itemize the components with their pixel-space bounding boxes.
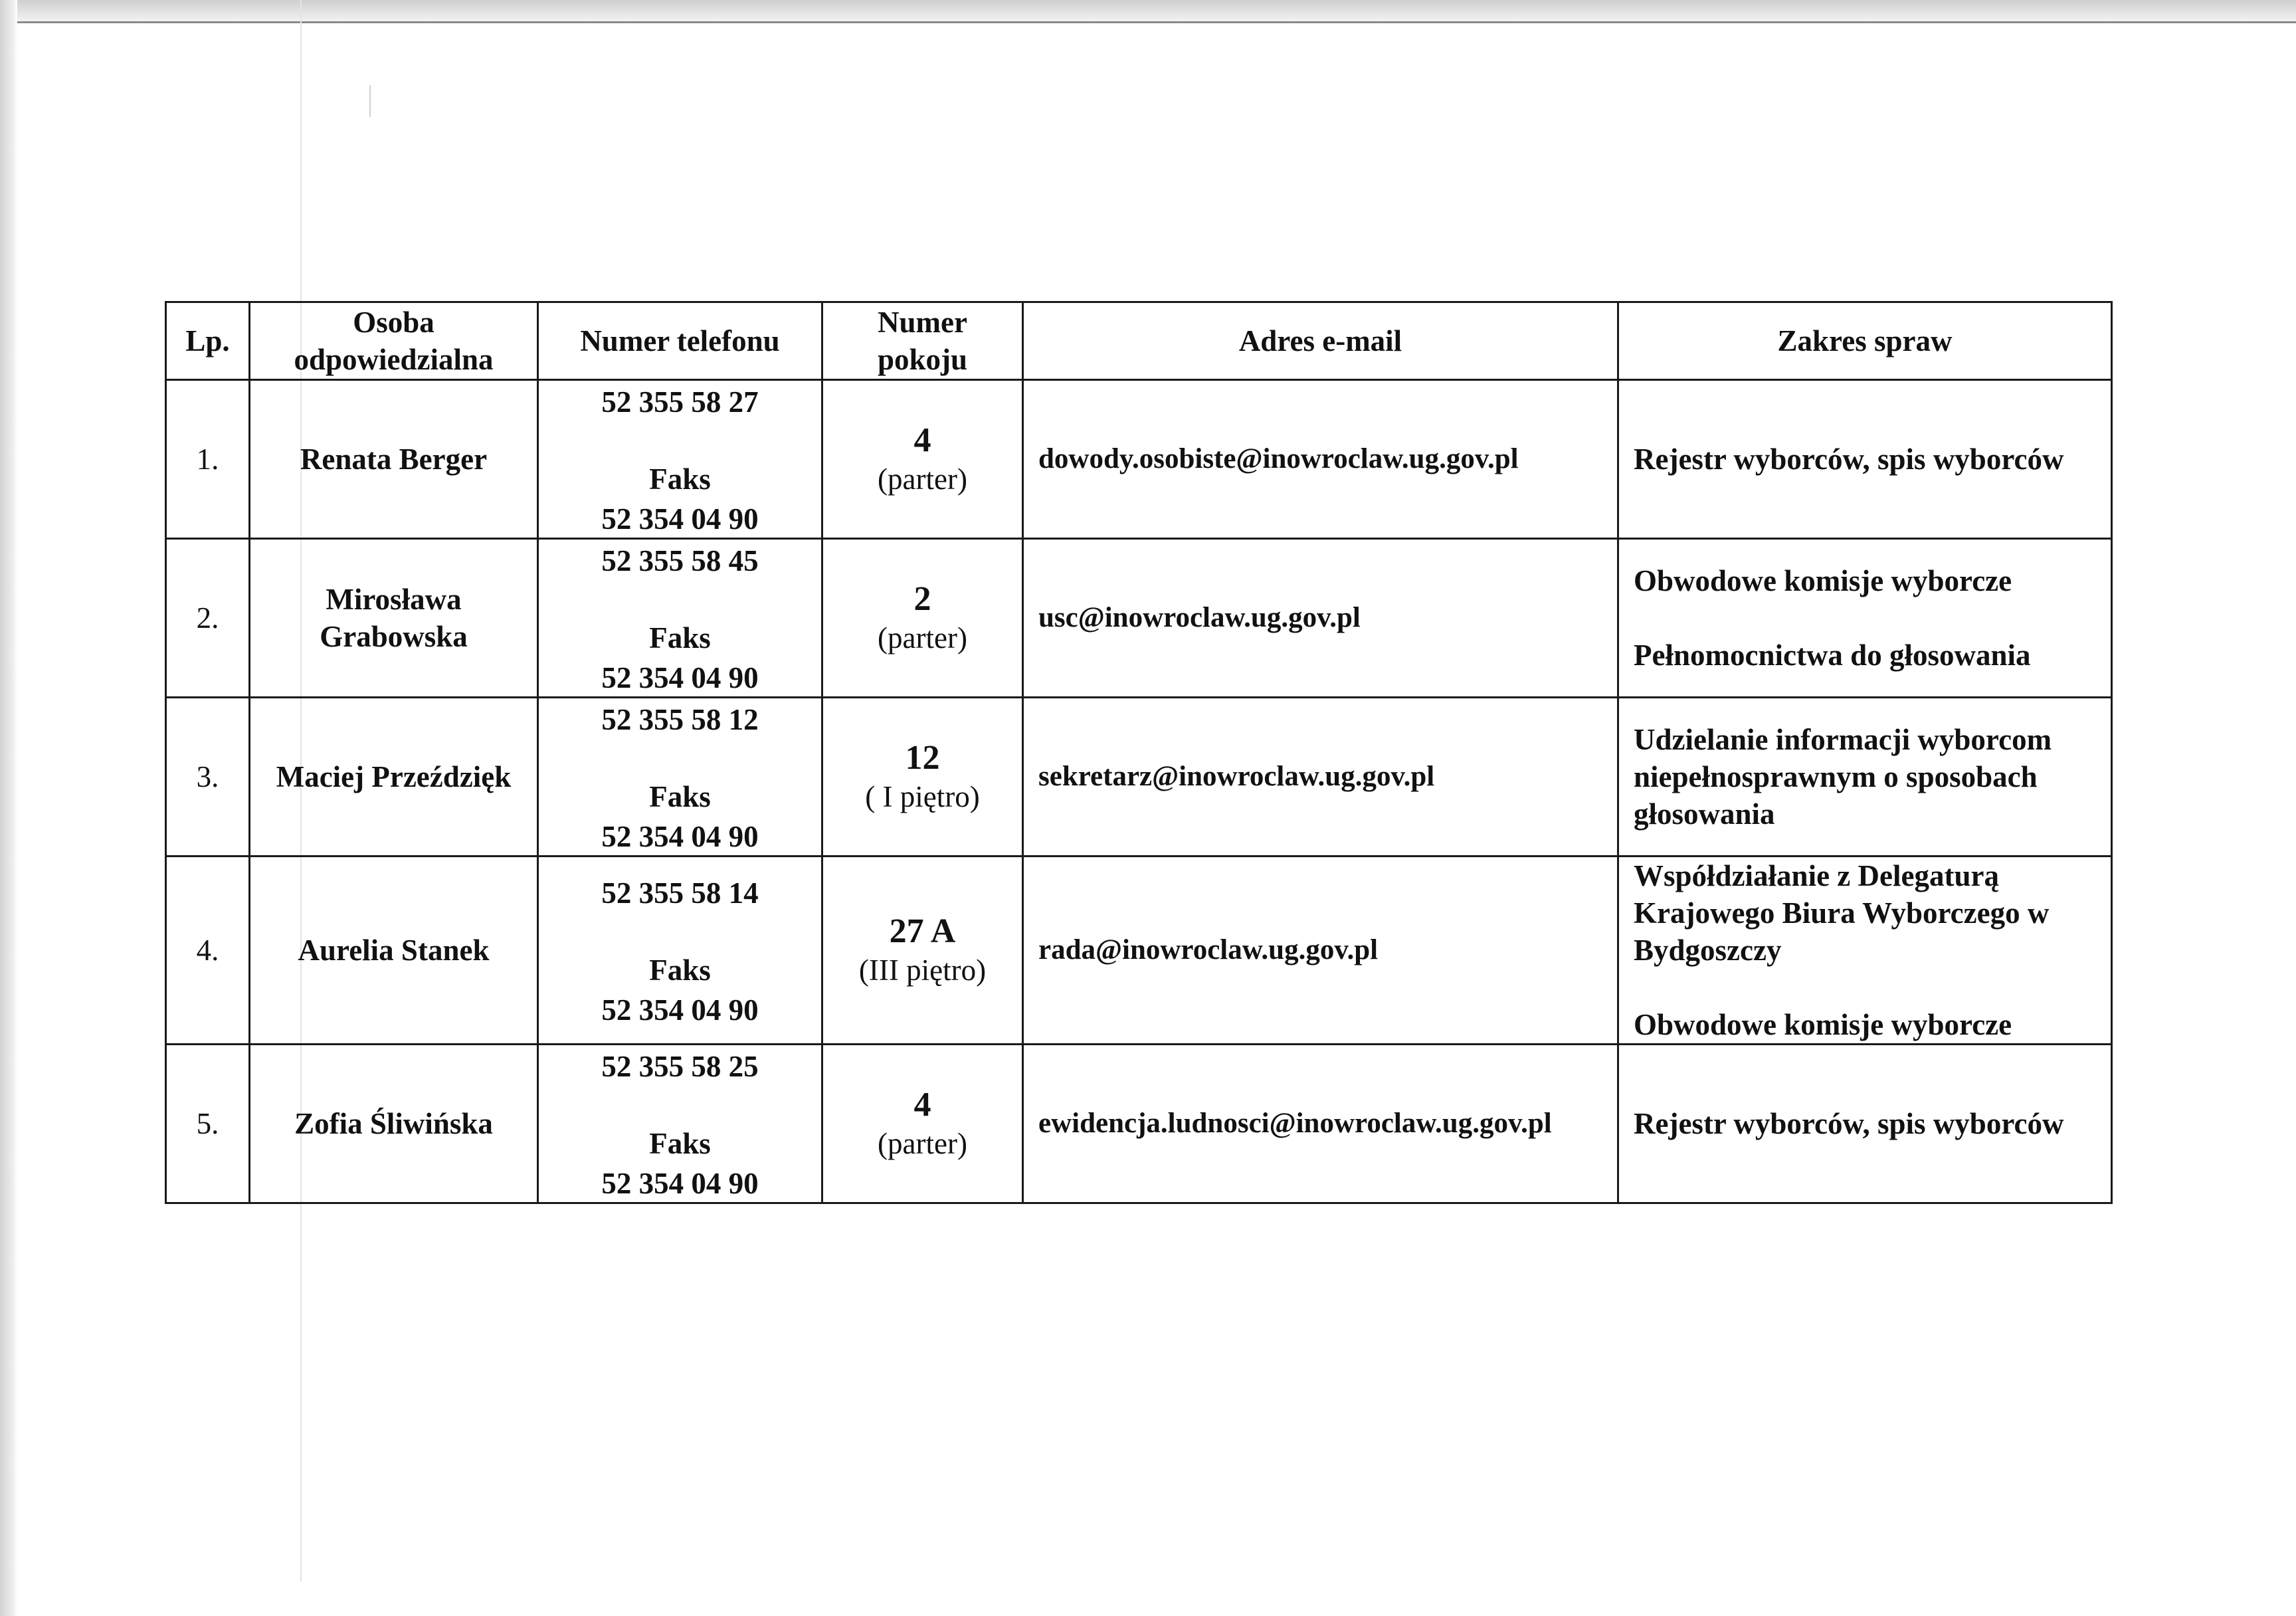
header-room-line2: pokoju — [877, 343, 968, 376]
email-address: usc@inowroclaw.ug.gov.pl — [1023, 539, 1618, 698]
scope-text: Udzielanie informacji wyborcom niepełnosprawnym o sposobach głosowania — [1634, 723, 2052, 831]
scope-text: Obwodowe komisje wyborcze — [1634, 564, 2012, 597]
scope-text: Współdziałanie z Delegaturą Krajowego Biura Wyborczego w Bydgoszczy — [1634, 859, 2050, 967]
room-number: 27 A — [889, 912, 956, 950]
room-floor: (parter) — [878, 462, 967, 496]
room-cell — [822, 698, 1023, 857]
person-name: Maciej Przeździęk — [250, 698, 538, 857]
row-number: 2. — [166, 539, 250, 698]
phone-number: 52 355 58 12 — [601, 703, 759, 736]
phone-cell — [538, 857, 822, 1045]
fax-label: Faks — [649, 780, 711, 813]
email-address: ewidencja.ludnosci@inowroclaw.ug.gov.pl — [1023, 1045, 1618, 1203]
table-row — [166, 857, 2112, 1045]
scope-cell — [1618, 380, 2112, 539]
fax-number: 52 354 04 90 — [601, 661, 759, 694]
room-floor: ( I piętro) — [865, 780, 980, 813]
row-number: 5. — [166, 1045, 250, 1203]
scope-text: Rejestr wyborców, spis wyborców — [1634, 1107, 2064, 1140]
contacts-table — [165, 301, 2113, 1204]
room-cell — [822, 857, 1023, 1045]
row-number: 4. — [166, 857, 250, 1045]
fax-number: 52 354 04 90 — [601, 1167, 759, 1200]
header-person-line2: odpowiedzialna — [294, 343, 494, 376]
room-cell — [822, 380, 1023, 539]
phone-number: 52 355 58 27 — [601, 385, 759, 419]
email-address: dowody.osobiste@inowroclaw.ug.gov.pl — [1023, 380, 1618, 539]
fax-number: 52 354 04 90 — [601, 820, 759, 853]
scan-mark — [369, 85, 371, 117]
phone-cell — [538, 539, 822, 698]
fax-label: Faks — [649, 621, 711, 655]
scan-edge-top — [0, 0, 2296, 23]
phone-number: 52 355 58 14 — [601, 876, 759, 910]
header-room — [822, 302, 1023, 380]
table-row — [166, 380, 2112, 539]
scope-text-secondary: Obwodowe komisje wyborcze — [1634, 1008, 2012, 1041]
scope-text: Rejestr wyborców, spis wyborców — [1634, 443, 2064, 476]
scan-edge-left — [0, 0, 17, 1616]
scan-edge-line — [0, 21, 2296, 23]
header-email: Adres e-mail — [1023, 302, 1618, 380]
scope-cell — [1618, 539, 2112, 698]
table-row — [166, 1045, 2112, 1203]
scope-cell — [1618, 698, 2112, 857]
phone-cell — [538, 380, 822, 539]
header-scope: Zakres spraw — [1618, 302, 2112, 380]
header-phone: Numer telefonu — [538, 302, 822, 380]
table-row — [166, 539, 2112, 698]
phone-number: 52 355 58 45 — [601, 544, 759, 577]
phone-cell — [538, 698, 822, 857]
header-person-line1: Osoba — [353, 306, 434, 339]
scope-cell — [1618, 1045, 2112, 1203]
room-number: 4 — [913, 421, 931, 459]
person-name: Aurelia Stanek — [250, 857, 538, 1045]
scope-text-secondary: Pełnomocnictwa do głosowania — [1634, 639, 2031, 672]
fax-label: Faks — [649, 954, 711, 987]
header-row — [166, 302, 2112, 380]
room-floor: (parter) — [878, 1127, 967, 1160]
email-address: rada@inowroclaw.ug.gov.pl — [1023, 857, 1618, 1045]
fax-number: 52 354 04 90 — [601, 502, 759, 536]
room-floor: (parter) — [878, 621, 967, 655]
room-number: 4 — [913, 1086, 931, 1124]
phone-number: 52 355 58 25 — [601, 1050, 759, 1083]
table-row — [166, 698, 2112, 857]
email-address: sekretarz@inowroclaw.ug.gov.pl — [1023, 698, 1618, 857]
fax-number: 52 354 04 90 — [601, 993, 759, 1027]
person-name: Mirosława Grabowska — [250, 539, 538, 698]
fax-label: Faks — [649, 1127, 711, 1160]
room-number: 12 — [905, 739, 940, 777]
person-name: Zofia Śliwińska — [250, 1045, 538, 1203]
person-name: Renata Berger — [250, 380, 538, 539]
scope-cell — [1618, 857, 2112, 1045]
fax-label: Faks — [649, 462, 711, 496]
room-cell — [822, 539, 1023, 698]
room-cell — [822, 1045, 1023, 1203]
room-number: 2 — [913, 580, 931, 618]
header-lp: Lp. — [166, 302, 250, 380]
header-room-line1: Numer — [878, 306, 967, 339]
phone-cell — [538, 1045, 822, 1203]
header-person — [250, 302, 538, 380]
room-floor: (III piętro) — [858, 954, 987, 987]
row-number: 3. — [166, 698, 250, 857]
row-number: 1. — [166, 380, 250, 539]
